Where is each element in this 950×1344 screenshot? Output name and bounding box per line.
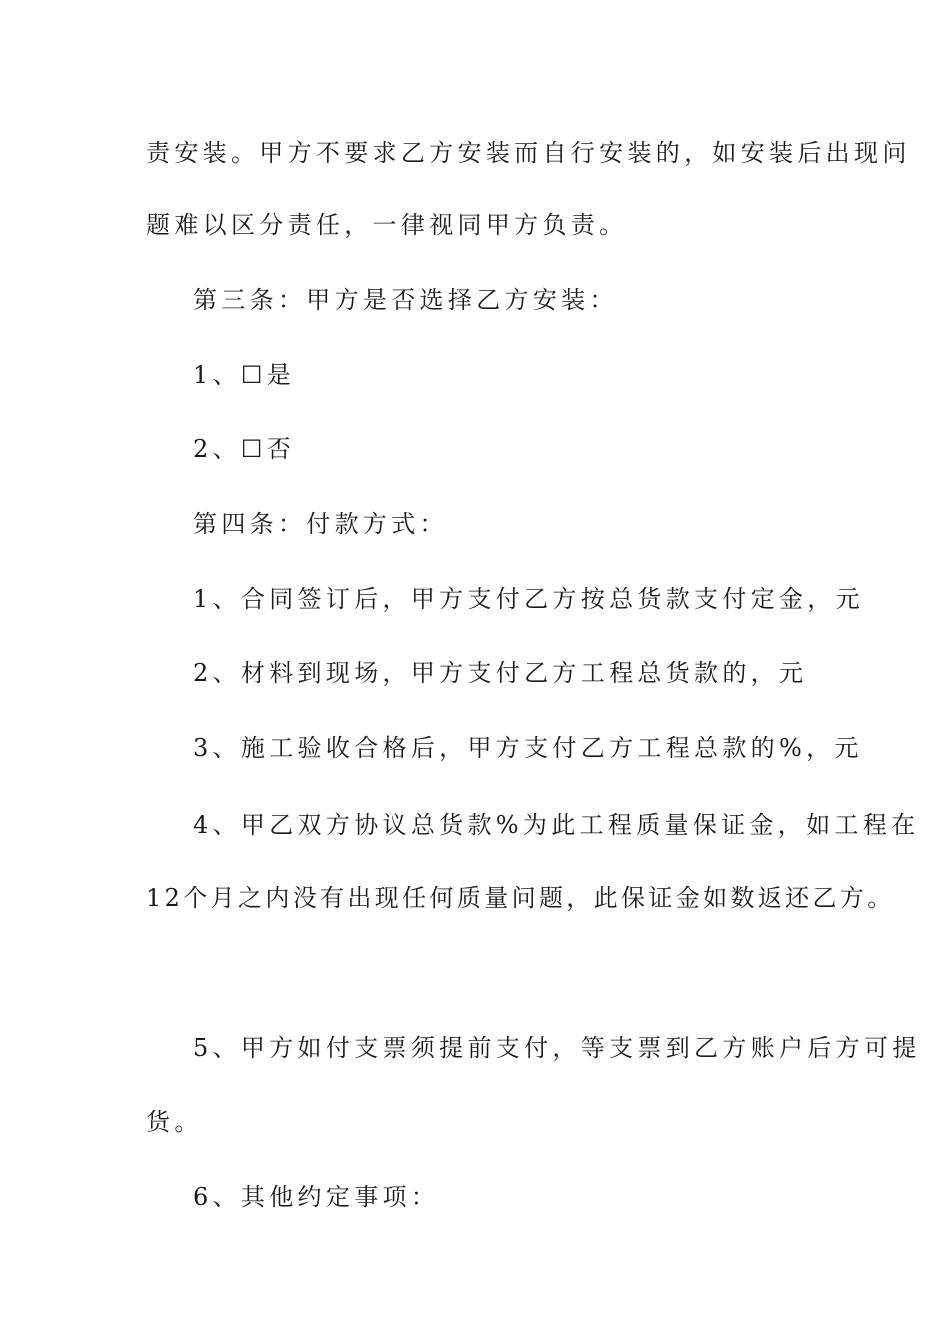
option-yes-item: 1、☐是 [193, 361, 296, 389]
payment-item-deposit: 1、合同签订后，甲方支付乙方按总货款支付定金，元 [193, 585, 864, 613]
payment-item-quality-deposit: 4、甲乙双方协议总货款%为此工程质量保证金，如工程在 [193, 811, 920, 839]
payment-item-acceptance: 3、施工验收合格后，甲方支付乙方工程总款的%，元 [193, 734, 863, 762]
payment-item-materials-on-site: 2、材料到现场，甲方支付乙方工程总货款的，元 [193, 659, 808, 687]
article-three-heading: 第三条：甲方是否选择乙方安装： [193, 286, 618, 314]
option-no-item: 2、☐否 [193, 435, 296, 463]
article-four-heading: 第四条：付款方式： [193, 510, 448, 538]
paragraph-line-installation-responsibility: 责安装。甲方不要求乙方安装而自行安装的，如安装后出现问 [146, 139, 911, 167]
payment-item-cheque-continuation: 货。 [146, 1108, 203, 1136]
payment-item-other-terms: 6、其他约定事项： [193, 1183, 440, 1211]
payment-item-quality-deposit-continuation: 12个月之内没有出现任何质量问题，此保证金如数返还乙方。 [146, 884, 895, 912]
paragraph-line-liability-continuation: 题难以区分责任，一律视同甲方负责。 [146, 211, 628, 239]
payment-item-cheque: 5、甲方如付支票须提前支付，等支票到乙方账户后方可提 [193, 1034, 921, 1062]
